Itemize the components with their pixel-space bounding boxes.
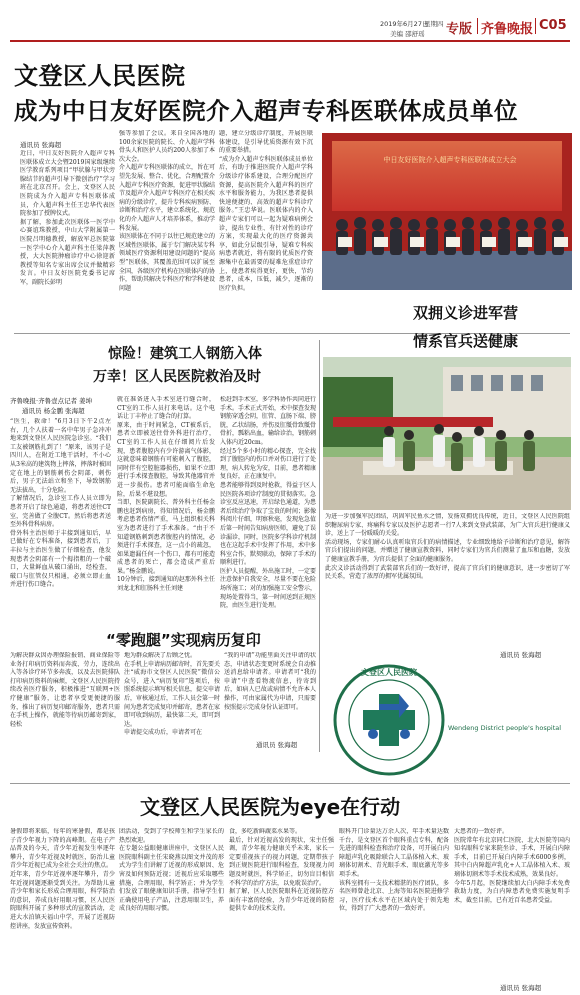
article2-byline-2: 通讯员 杨金鹏 张海超: [22, 407, 85, 415]
article5-col4: 眼科开门诊量达万余人次，年手术量达数千台，是文登区首个眼科重点专科，配备先进的眼科检查和治疗设备，可开展白内障超声乳化吸除联合人工晶体植入术、玻璃体切割术、青光眼手术、眼底激光等多项手术。 该科室拥有一支技术精湛的医疗团队，多名医师曾赴北京、上海等知名医院进修学习，医疗技术水平在区域内处于领先地位，得到了广大患者的一致好评。: [339, 828, 449, 913]
article3-col1: 为解决群众因办理保险报销、商业保险等业务打印病历资料而奔波、劳力，连续出入等各诊疗环节多奔波，以及去医院排队打印病历资料的麻烦，文登区人民医院持续改善医疗服务，积极推进“互联网+医疗健康”服务，让患者享受更便捷的服务，推出了病历复印邮寄服务，患者只需在手机上操作，就能等待病历邮寄到家，轻松: [10, 652, 120, 728]
article5-col2: 团活动，受到了学校师生和学生家长的热烈欢迎。 在专题公益眼健康讲座中，文登区人民医院眼科副主任宋晓燕以图文并茂的形式为学生们讲解了近视的形成原因、危害及如何预防近视；近视后应采取哪些措施，合理用眼，科学矫正；并为学生们发放了眼健康知识手册，指导学生们正确使用电子产品，注意用眼卫生，养成良好的用眼习惯。: [119, 828, 224, 913]
masthead-rule: [10, 40, 570, 42]
article4-bottom-rule: [10, 783, 570, 784]
logo-divider: [535, 18, 536, 34]
photo-banner-text: 中日友好医院介入超声专科医联体成立大会: [383, 156, 517, 164]
article2-col1: “医生，救命！”6月3日下午2点左右，几个人扶着一名中年男子急冲冲地来到文登区人民医院急诊室。“我们工友被钢筋扎到了！”原来，该男子是四川人，在附近工地干活时，不小心从3米高的建筑物上摔落，摔落时被固定在地上的钢筋刺伤会阴部，刺伤后，男子无法站立和坐下，导致钢筋无法拔出，十分危险。 了解情况后，急诊室工作人员立即为患者开启了绿色通道，将患者送往CT室，完善做了全腹CT。然后将患者送至外科骨科病房。 骨外科主治医师于丰接到通知后，早已做好在专科准备，接到患者后，丁丰拉与主治医生做了仔细检查，他发现患者会阴部有一个拇指粗的一个破口，大量鲜血从破口涌出，经检查，破口与肛管仅只相通，必须立即止血并进行伤口缝合。: [10, 418, 111, 589]
article5-byline: 通讯员 张海超: [500, 984, 542, 992]
article4-body: 为进一步加强军民团结，巩固军民鱼水之情，发扬双拥优良传统，近日，文登区人民医院组织糖尿病专家、疼痛科专家以及医护志愿者一行7人来到文登武装部，为广大官兵进行健康义诊，送上了一份暖暖的关爱。 活动现场，专家们耐心认真听取官兵们的病情描述，专业细致地给予诊断和治疗意见，解答官兵们提出的问题，并赠送了健康宣教资料，同时专家们为官兵们测量了血压和血糖，发放了健康宣教手册，为官兵提供了全面的健康服务。 此次义诊活动得到了武装部官兵们的一致好评，提高了官兵们的健康意识，进一步密切了军民关系，营造了浓厚的拥军优属氛围。: [325, 513, 570, 581]
masthead-divider: [477, 18, 478, 34]
issue-date: 2019年6月27日: [380, 20, 429, 28]
article1-headline: 成为中日友好医院介入超声专科医联体成员单位: [14, 97, 518, 125]
article1-kicker: 文登区人民医院: [14, 62, 186, 90]
column-divider: [319, 340, 320, 752]
newspaper-logo: 齐鲁晚报: [481, 22, 534, 37]
page-number: C05: [539, 18, 567, 33]
logo-text-en: Wendeng District people's hospital: [448, 724, 562, 732]
conference-photo: [322, 133, 572, 290]
article5-headline: 文登区人民医院为eye在行动: [140, 795, 401, 819]
article4-headline-1: 双拥义诊进军营: [413, 304, 519, 322]
page-editor: 美编 邵舒瑶: [390, 30, 425, 38]
logo-text-cn: 文登区人民医院: [361, 668, 417, 677]
article1-col1: 近日，中日友好医院介入超声专科医联体成立大会暨2019国家级继续医学教育系列项目“甲状腺与甲状旁腺结节的超声引导下微创治疗”学习班在北京召开。会上，文登区人民医院成为介入超声专科医联体成员，介入超声科主任王忠华代表医院参加了授牌仪式。 据了解，参加此次医联体一医学中心赛谊珠教授，中山大学附属第一医院吕明德教授，解放军总医院第一医学中心介入超声科主任梁萍教授，大大医院肿瘤诊疗中心徐迎新教授等知名专家出席会议并做精彩发言。中日友好医院党委书记席军，副院长彭明: [20, 150, 115, 286]
hospital-logo: [333, 664, 445, 776]
article3-col3: “我的申请”功能里面关注申请的状态，申请状态变更时系统会自动推送消息给申请者。申请者可“我的申请”中查看物流信息，待寄到后，如病人已故或病情不允许本人操作，可由家属代为申请，只需要按照提示完成身份认证即可。: [224, 652, 316, 711]
article2-col3: 松赶到手术室，多学科协作共同进行手术。手术正式开始，术中探查发现钢筋穿透会阴，肛管、直肠下端、膀胱，乙状结肠，并伤及肛骶骨致骶骨骨折，瓢粘出血，输给诊治，钢筋刺入体内近20cm。 经过5个多小时的精心探查，完全找到了腹腔内的伤口并对伤口进行了处理，病人转危为安，目前，患者精康复良好，正在康复中。 患者能够得到及时抢救，得益于区人民医院各项诊疗制度的贯彻落实。急诊室反应迅速，开启绿色通道，为患者后续治疗争取了宝贵的时间；影像科阅片仔细，明察秋毫，发现危急值后第一时间告知病房医师，避免了误诊漏诊，同时，医院多学科诊疗机制也在这起手术中发挥了作用，术中多科室合作，默契联动，保障了手术的顺利进行。 医护人员提醒，外出施工时，一定要注意保护自我安全，尽量不要在危险场所施工；对的加强施工安全警示，现场处置得当，第一时间送到正规医院，由医生进行处理。: [220, 396, 316, 610]
article2-byline-1: 齐鲁晚报·齐鲁壹点记者 姜坤: [10, 397, 93, 405]
article3-headline: “零跑腿”实现病历复印: [106, 631, 261, 649]
masthead: [0, 0, 580, 42]
hospital-logo-art: [333, 664, 445, 776]
issue-weekday: 星期四: [424, 20, 444, 28]
article5-col1: 暑假即将来临，每年的寒暑假，都是孩子青少年视力下降的高峰期。在电子产品普及的今天，青少年近视发生率逐年攀升，青少年近视及时就医，防治儿童青少年近视已成为全社会关注的焦点。 近年来，青少年近视率逐年攀升，青少年近视问题逐渐受到关注。为帮助儿童青少年和家长形成合理用眼，科学防治的意识，养成良好用眼习惯，区人民医院眼科开展了多种形式的宣教活动，走进大水泊镇天福山中学，开展了近视防控讲座，发放宣传资料。: [10, 828, 115, 930]
article2-col2: 就在准备进入手术室进行缝合时，CT室的工作人员打来电话。这个电话让丁丰停止了缝合的打算。 原来，由于时间紧急，CT被系后，患者立即被送往骨外科进行治疗，CT室的工作人员在仔细阅片后发现，患者腹腔内有少许游离气体影，这就意味着钢筋有可能刺入了腹腔，同时伴有空腔脏器损伤，如果不立即进行手术探查腹腔，导致其他器官并迸一步损伤。患者可能面临生命危险，后果不堪设想。 当即，医院副院长、普外科主任杨金鹏也赶到病房，得知情况后，杨金鹏考虑患者伤情严重，马上组织相关科室为患者进行了手术准备。“由于不知道钢筋刺到患者腹腔内的情况，必须进行手术探查，这一点小的疏忽，如果遗漏任何一个伤口，都有可能造成患者的死亡，都会造成严重后果。”杨金鹏说。 10分钟后，接到通知的赵那外科主任刘龙北和肛肠科主任刘建: [117, 396, 215, 593]
section-label: 专版: [446, 22, 473, 37]
article2-headline-2: 万幸！区人民医院救治及时: [93, 369, 261, 385]
article1-col3: 题，建立分级诊疗制度，开展医联体建设，是引导优质资源有效下沉的重要举措。 “成为介入超声专科医联体成员单位后，有助于推进医院介入超声学科分级诊疗体系建设，合理分配医疗资源，提高医院介入超声科的医疗水平和服务能力，为我区患者提供快速便捷的、高效的超声专科诊疗服务。”王忠华说。医联体内的介入超声专家们可以一起为疑难病例会诊，提出专业性、有针对性的诊疗方案，实现最大化的医疗资源共享，如此分层级引导，疑难专科疾病患者就近，将有限的优质医疗资源集中在最需要的疑难危重症诊疗上，使患者疾得更好，更快，节约患者，成本，压低，减少，逐渐的医疗负担。: [219, 130, 313, 292]
article4-byline: 通讯员 张海超: [500, 651, 542, 659]
article1-byline: 通讯员 张海超: [20, 141, 62, 149]
article2-headline-1: 惊险！建筑工人钢筋入体: [108, 346, 262, 362]
article5-col5: 大患者的一致好评。 医院常年有北京同仁医院、北大医院等国内知名眼科专家来院坐诊、手术，开展白内障手术，目前已开展白内障手术6000多例，其中白内障超声乳化+人工晶体植入术、玻璃体切割术等手术技术成熟，效果良好。 今年5月起，医院继续加大白内障手术免费救助力度，为白内障患者免费实施复明手术，截至目前，已有近百名患者受益。: [454, 828, 570, 904]
article4-headline-2: 情系官兵送健康: [413, 332, 519, 350]
article3-col2: 地为群众解决了后顾之忧。 在手机上申请病历邮寄时，首先要关注“威海市文登区人民医院”微信公众号，进入“病历复印”选项后，按照系统提示填写相关信息，提交申请后，审核通过后，工作人员会第一时间为患者完成复印并邮寄，患者在家即可收到病历，最快第二天，即可到达。 申请提交成功后，申请者可在: [124, 652, 220, 737]
article3-byline: 通讯员 张海超: [256, 741, 298, 749]
article5-col3: 食，多吃新鲜蔬菜水果等。 最后，针对近视高发的现状，宋主任强调，青少年视力健康关乎未来，家长一定要重视孩子的视力问题，定期带孩子到正规医院进行眼科检查，发现视力问题及时就医，科学矫正，切勿盲目相信不科学的治疗方法，以免耽误治疗。 据了解，区人民医院眼科在近视防控方面有丰富的经验，为青少年近视的防控提供专业的技术支持。: [229, 828, 334, 913]
military-clinic-photo-art: [323, 357, 571, 510]
military-clinic-photo: [323, 357, 571, 510]
article1-col2: 强等参加了会议。来自全国各地的100余家医院的院长、介入超声学科骨头人和医护人员约200人参加了本次大会。 介入超声专科医联体的成立，旨在可望先发展、整合、优化，合理配置介入超声专科医疗资源，促进甲状腺结节及超声介入超声专科医疗在相关疾病的分级诊疗，提升专科疾病预防、诊断和治疗水平，建立系统化、规范化的介入超声人才培养体系，推动学科发展。 该医联体在不同于以往已规范建立的区域性医联体，属于专门解决某专科领域医疗资源利用建设问题的“提高型”医联体，其覆盖范围可以扩展至全国，各级医疗机构在医联体内的协作，帮助其解决专科医疗和学科建设问题: [119, 130, 215, 292]
